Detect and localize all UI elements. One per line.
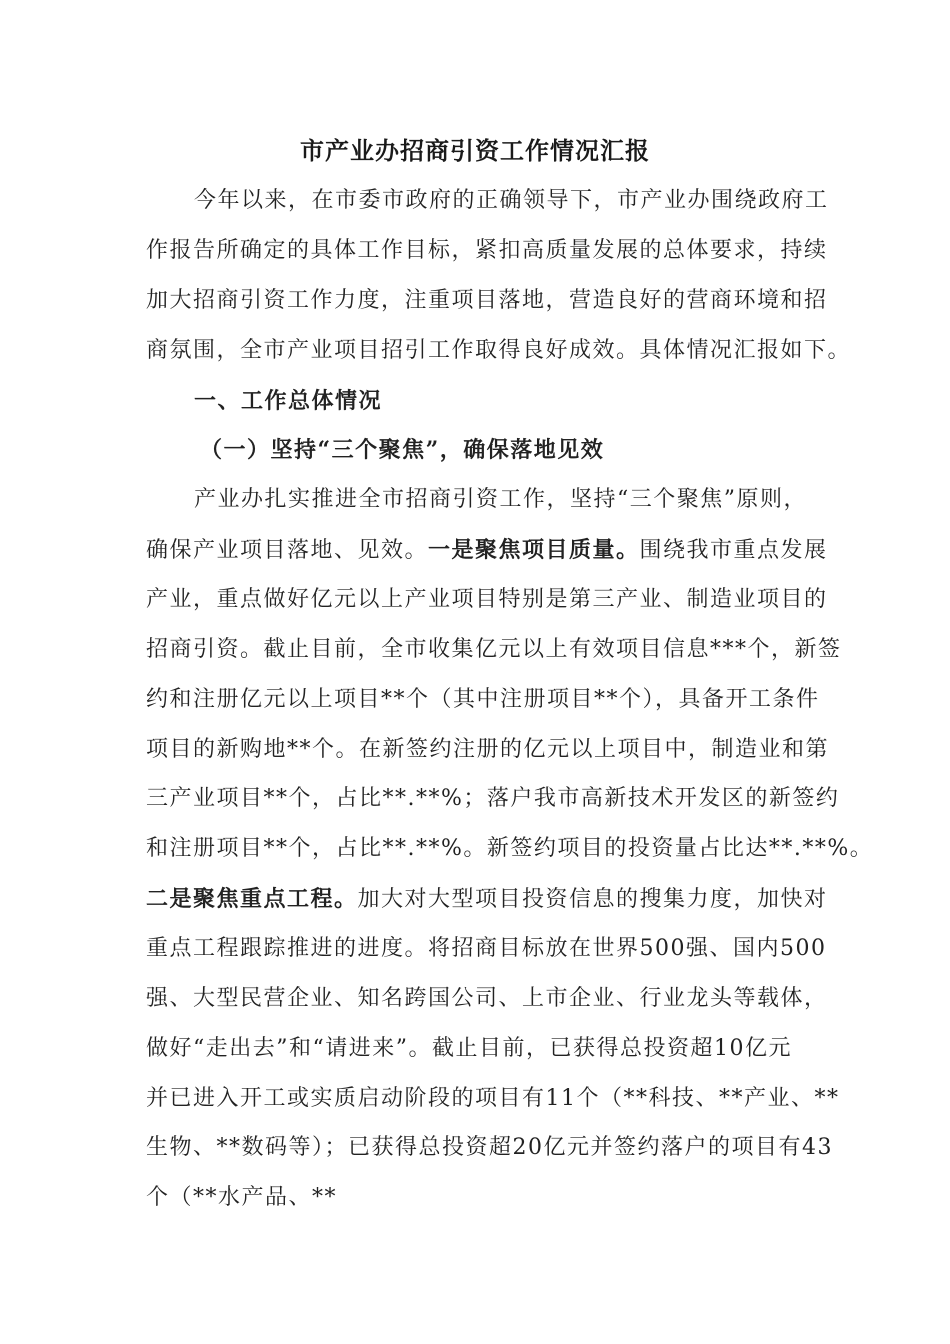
section-heading: 一、工作总体情况 [194,388,383,414]
paragraph-line: 作报告所确定的具体工作目标，紧扣高质量发展的总体要求，持续 [146,238,828,263]
paragraph-line: 和注册项目**个，占比**.**%。新签约项目的投资量占比达**.**%。 [146,836,874,861]
paragraph-line: 三产业项目**个，占比**.**%；落户我市高新技术开发区的新签约 [146,786,840,811]
bold-lead-phrase: 一是聚焦项目质量。 [428,537,640,563]
paragraph-line: 生物、**数码等）；已获得总投资超20亿元并签约落户的项目有43 [146,1135,833,1160]
paragraph-line: 重点工程跟踪推进的进度。将招商目标放在世界500强、国内500 [146,936,827,961]
paragraph-line: 个（**水产品、** [146,1185,338,1210]
paragraph-line: 产业办扎实推进全市招商引资工作，坚持“三个聚焦”原则， [194,487,807,512]
paragraph-line: 项目的新购地**个。在新签约注册的亿元以上项目中，制造业和第 [146,737,830,762]
document-title: 市产业办招商引资工作情况汇报 [300,136,650,165]
bold-lead-phrase: 二是聚焦重点工程。 [146,886,358,912]
text-run: 围绕我市重点发展 [639,538,828,563]
text-run: 确保产业项目落地、见效。 [146,538,429,563]
paragraph-line [146,883,828,916]
paragraph-line: 商氛围，全市产业项目招引工作取得良好成效。具体情况汇报如下。 [146,338,852,363]
paragraph-line: 并已进入开工或实质启动阶段的项目有11个（**科技、**产业、** [146,1086,840,1111]
paragraph-line: 做好“走出去”和“请进来”。截止目前，已获得总投资超10亿元 [146,1036,792,1061]
paragraph-line [146,534,828,567]
paragraph-line: 产业，重点做好亿元以上产业项目特别是第三产业、制造业项目的 [146,587,828,612]
paragraph-line: 约和注册亿元以上项目**个（其中注册项目**个），具备开工条件 [146,687,820,712]
paragraph-line: 强、大型民营企业、知名跨国公司、上市企业、行业龙头等载体， [146,986,828,1011]
subsection-heading: （一）坚持“三个聚焦”，确保落地见效 [200,437,605,463]
paragraph-line: 加大招商引资工作力度，注重项目落地，营造良好的营商环境和招 [146,288,828,313]
paragraph-line: 招商引资。截止目前，全市收集亿元以上有效项目信息***个，新签 [146,637,842,662]
text-run: 加大对大型项目投资信息的搜集力度，加快对 [357,887,828,912]
paragraph-line: 今年以来，在市委市政府的正确领导下，市产业办围绕政府工 [194,188,829,213]
